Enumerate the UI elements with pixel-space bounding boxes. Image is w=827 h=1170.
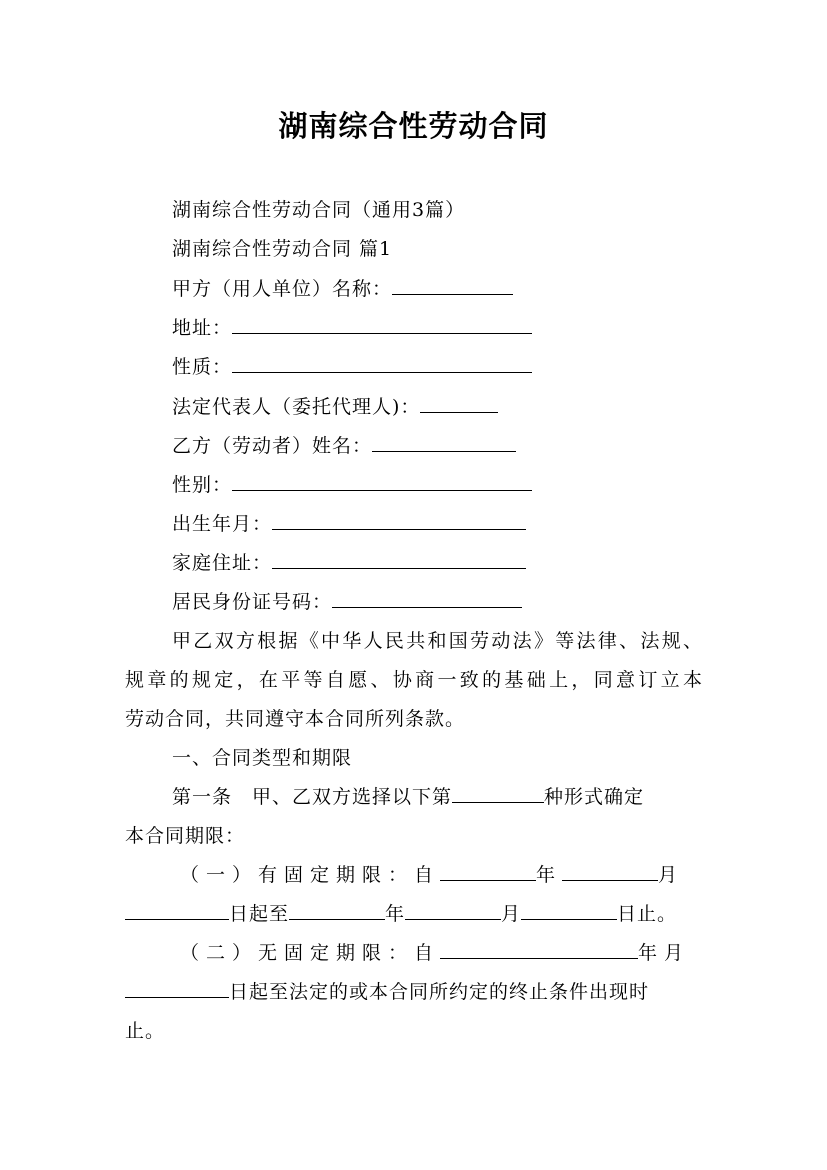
id-label: 居民身份证号码： [172, 591, 333, 613]
fixed-term-line-2 [125, 902, 677, 926]
fixed-end-month-blank [405, 902, 501, 920]
party-b-label: 乙方（劳动者）姓名： [172, 435, 373, 457]
home-blank [272, 551, 526, 569]
fixed-from-text: 日起至 [229, 903, 290, 925]
paragraph-line-3: 劳动合同，共同遵守本合同所列条款。 [125, 708, 466, 730]
legal-rep-label: 法定代表人（委托代理人)： [172, 396, 421, 418]
home-label: 家庭住址： [172, 552, 273, 574]
fixed-term-line-1 [180, 863, 684, 887]
part-heading: 湖南综合性劳动合同 篇1 [172, 238, 393, 260]
paragraph-line-1: 甲乙双方根据《中华人民共和国劳动法》等法律、法规、 [172, 630, 703, 652]
fixed-start-month-blank [562, 863, 658, 881]
nature-field [172, 355, 532, 379]
address-field [172, 316, 532, 340]
gender-label: 性别： [172, 474, 233, 496]
article-blank [452, 785, 544, 803]
fixed-month-text: 月 [658, 864, 685, 886]
party-b-blank [372, 434, 516, 452]
fixed-month2-text: 月 [501, 903, 522, 925]
open-term-label: （二）无固定期限：自 [180, 942, 441, 964]
fixed-year2-text: 年 [385, 903, 406, 925]
nature-label: 性质： [172, 356, 233, 378]
party-a-blank [392, 277, 513, 295]
article-text-b: 种形式确定 [544, 786, 645, 808]
gender-blank [232, 473, 532, 491]
article-text-a: 第一条 甲、乙双方选择以下第 [172, 786, 453, 808]
id-blank [332, 590, 522, 608]
fixed-term-label: （一）有固定期限：自 [180, 864, 441, 886]
document-title: 湖南综合性劳动合同 [278, 109, 549, 143]
fixed-start-day-blank [125, 902, 229, 920]
party-b-field [172, 434, 516, 458]
legal-rep-field [172, 395, 498, 419]
party-a-field [172, 277, 513, 301]
open-term-line-2 [125, 980, 649, 1004]
birth-blank [272, 512, 526, 530]
birth-field [172, 512, 526, 536]
address-blank [232, 316, 532, 334]
legal-rep-blank [420, 395, 498, 413]
open-start-blank [440, 941, 638, 959]
home-field [172, 551, 526, 575]
open-start-day-blank [125, 980, 229, 998]
open-term-line-3: 止。 [125, 1020, 166, 1042]
fixed-end-day-blank [521, 902, 617, 920]
birth-label: 出生年月： [172, 513, 273, 535]
fixed-end-year-blank [289, 902, 385, 920]
id-field [172, 590, 522, 614]
fixed-year-text: 年 [536, 864, 563, 886]
intro-line: 湖南综合性劳动合同（通用3篇） [172, 199, 466, 221]
fixed-end-text: 日止。 [617, 903, 678, 925]
nature-blank [232, 355, 532, 373]
open-term-line-1 [180, 941, 690, 965]
gender-field [172, 473, 532, 497]
section-heading: 一、合同类型和期限 [172, 747, 353, 769]
open-ym-text: 年月 [638, 942, 691, 964]
party-a-label: 甲方（用人单位）名称： [172, 278, 393, 300]
address-label: 地址： [172, 317, 233, 339]
paragraph-line-2: 规章的规定，在平等自愿、协商一致的基础上，同意订立本 [125, 669, 703, 691]
article-line-1 [172, 785, 644, 809]
fixed-start-year-blank [440, 863, 536, 881]
article-line-2: 本合同期限： [125, 825, 246, 847]
open-term-text: 日起至法定的或本合同所约定的终止条件出现时 [229, 981, 650, 1003]
